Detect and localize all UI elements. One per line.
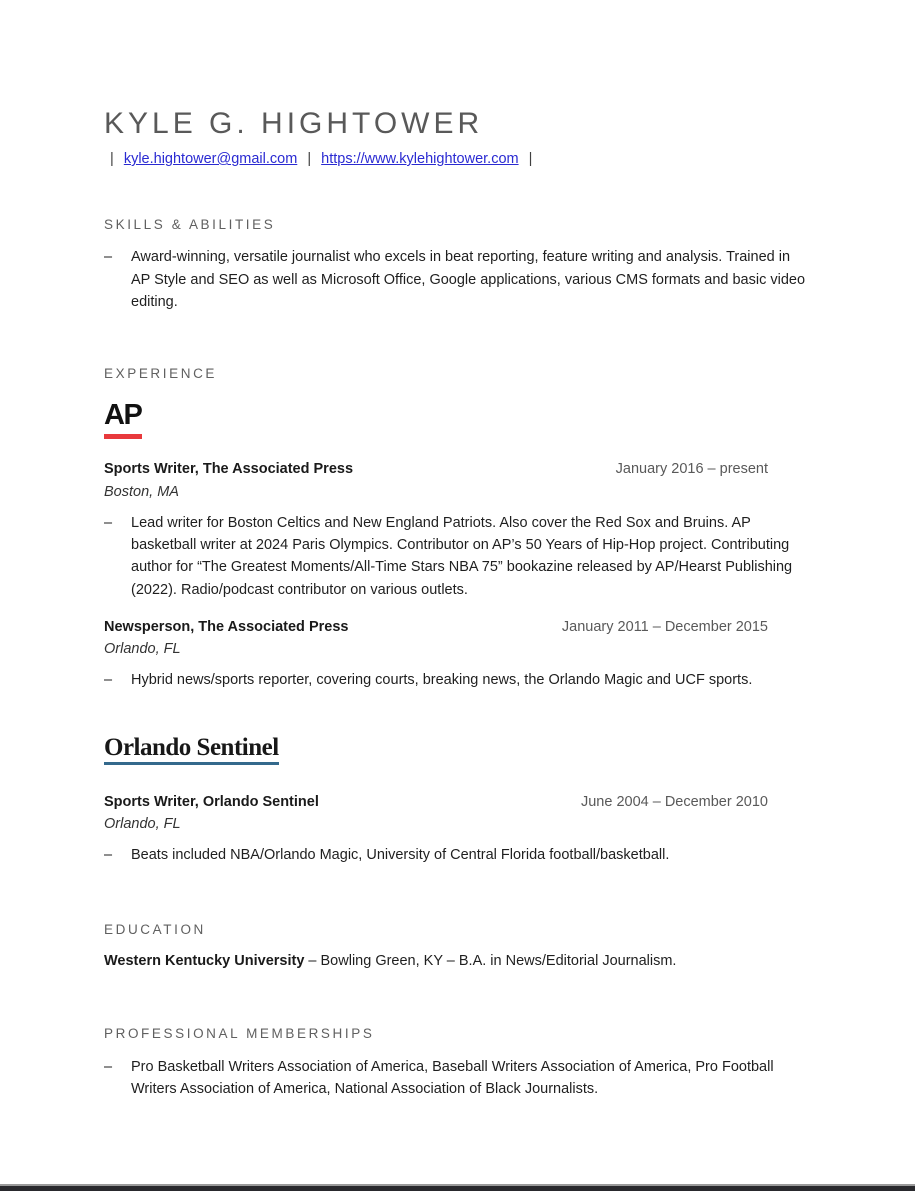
window-bottom-edge — [0, 1184, 915, 1191]
education-section-heading: EDUCATION — [104, 921, 206, 937]
job-dates: January 2011 – December 2015 — [561, 619, 768, 636]
job-bullet-text: Hybrid news/sports reporter, covering courts, breaking news, the Orlando Magic and UCF sports. — [131, 672, 753, 689]
job-dates: January 2016 – present — [615, 461, 768, 478]
education-details: – Bowling Green, KY – B.A. in News/Editorial Journalism. — [304, 952, 677, 969]
job-location: Orlando, FL — [104, 641, 181, 658]
memberships-bullet-item — [104, 1056, 811, 1101]
bullet-dash: – — [104, 847, 113, 864]
job-bullet-item — [104, 669, 811, 691]
orlando-sentinel-logo-text: Orlando Sentinel — [104, 734, 279, 766]
skills-section-heading: SKILLS & ABILITIES — [104, 217, 276, 232]
job-bullet-item — [104, 844, 811, 866]
memberships-section-heading: PROFESSIONAL MEMBERSHIPS — [104, 1026, 375, 1042]
ap-logo-red-bar — [104, 434, 142, 439]
job-location: Orlando, FL — [104, 816, 181, 833]
education-school: Western Kentucky University — [104, 952, 305, 969]
bullet-dash: – — [104, 672, 113, 689]
job-bullet-item — [104, 512, 811, 602]
job-location: Boston, MA — [104, 483, 179, 500]
contact-separator: | — [110, 151, 114, 167]
contact-separator: | — [307, 151, 312, 167]
job-dates: June 2004 – December 2010 — [580, 794, 768, 811]
contact-line — [104, 151, 811, 167]
ap-logo — [104, 400, 811, 440]
memberships-bullet-text: Pro Basketball Writers Association of America, Baseball Writers Association of America, Pro Football Writers Association of America, National Association of Black Journalists. — [131, 1058, 774, 1097]
email-link[interactable]: kyle.hightower@gmail.com — [123, 151, 298, 167]
bullet-dash: – — [104, 249, 113, 266]
bullet-dash: – — [104, 514, 113, 531]
bullet-dash: – — [104, 1058, 113, 1075]
ap-logo-text: AP — [104, 398, 142, 431]
resume-name-title: KYLE G. HIGHTOWER — [104, 107, 484, 140]
job-bullet-text: Lead writer for Boston Celtics and New England Patriots. Also cover the Red Sox and Bruins. AP basketball writer at 2024 Paris Olympics. Contributor on AP’s 50 Years of Hip-Hop project. Contributing author for “The Greatest Moments/All-Time Stars NBA 75” bookazine released by AP/Hearst Publishing (2022). Radio/podcast contributor on various outlets. — [131, 514, 793, 598]
job-title: Sports Writer, Orlando Sentinel — [104, 794, 319, 811]
skills-bullet-text: Award-winning, versatile journalist who excels in beat reporting, feature writing and analysis. Trained in AP Style and SEO as well as Microsoft Office, Google applications, various CMS formats and basic video editing. — [131, 249, 806, 310]
website-link[interactable]: https://www.kylehightower.com — [321, 151, 519, 167]
job-bullet-text: Beats included NBA/Orlando Magic, University of Central Florida football/basketball. — [131, 847, 670, 864]
job-title: Newsperson, The Associated Press — [104, 619, 349, 636]
contact-separator: | — [528, 151, 533, 167]
job-header — [104, 618, 811, 636]
orlando-sentinel-logo — [104, 734, 811, 766]
job-header — [104, 460, 811, 478]
job-header — [104, 793, 811, 811]
skills-bullet-item — [104, 246, 811, 313]
experience-section-heading: EXPERIENCE — [104, 366, 218, 382]
education-line — [104, 950, 811, 972]
job-title: Sports Writer, The Associated Press — [104, 461, 354, 478]
